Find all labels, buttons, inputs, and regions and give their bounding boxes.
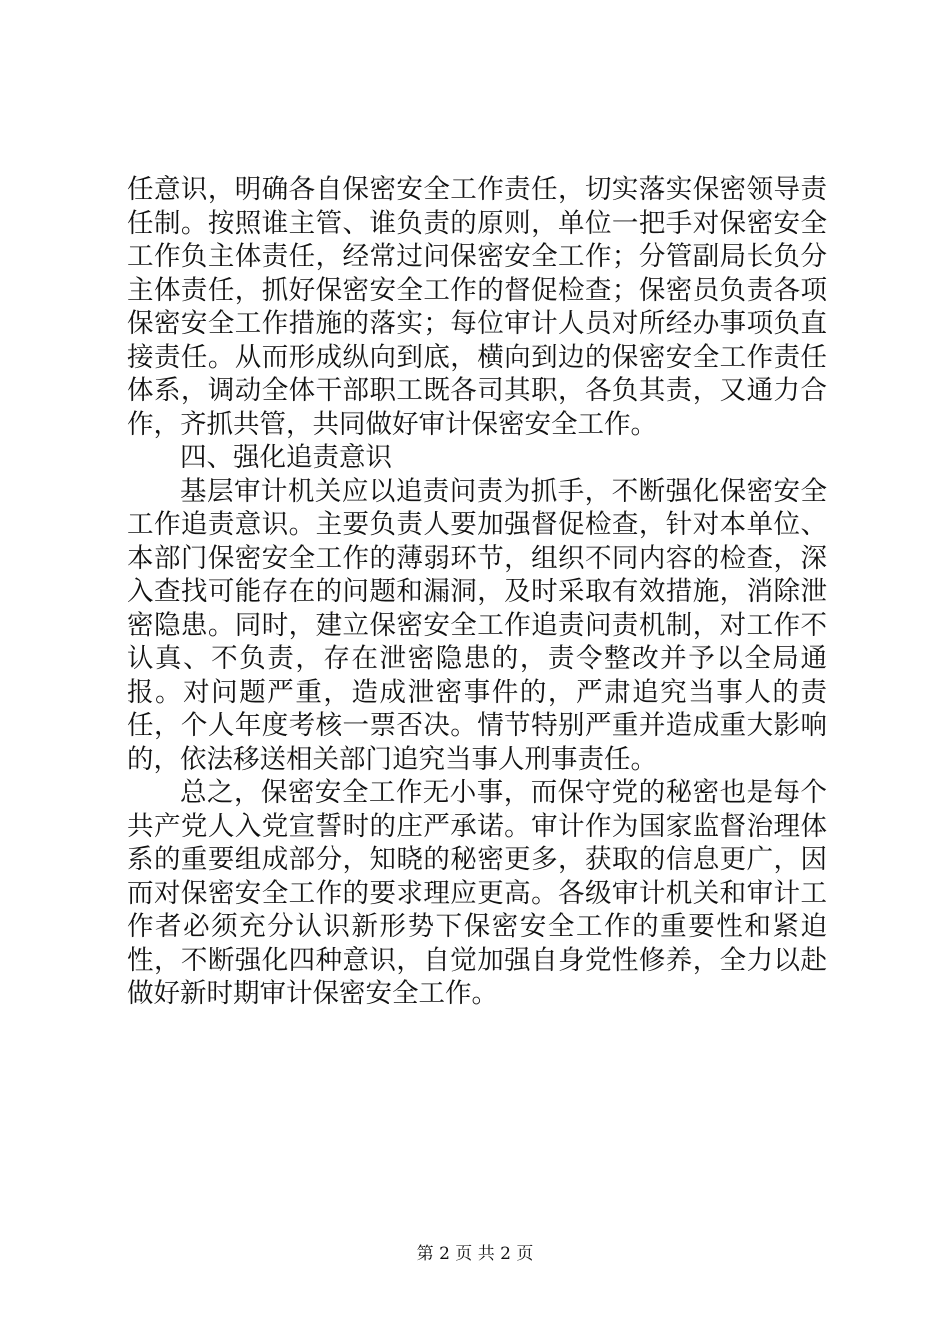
paragraph-conclusion: 总之，保密安全工作无小事，而保守党的秘密也是每个共产党人入党宣誓时的庄严承诺。审计作为国家监督治理体系的重要组成部分，知晓的秘密更多，获取的信息更广，因而对保密安全工作的要求理应更高。各级审计机关和审计工作者必须充分认识新形势下保密安全工作的重要性和紧迫性，不断强化四种意识，自觉加强自身党性修养，全力以赴做好新时期审计保密安全工作。 xyxy=(127,777,827,1009)
paragraph-accountability: 基层审计机关应以追责问责为抓手，不断强化保密安全工作追责意识。主要负责人要加强督促检查，针对本单位、本部门保密安全工作的薄弱环节，组织不同内容的检查，深入查找可能存在的问题和漏洞，及时采取有效措施，消除泄密隐患。同时，建立保密安全工作追责问责机制，对工作不认真、不负责，存在泄密隐患的，责令整改并予以全局通报。对问题严重，造成泄密事件的，严肃追究当事人的责任，个人年度考核一票否决。情节特别严重并造成重大影响的，依法移送相关部门追究当事人刑事责任。 xyxy=(127,475,827,775)
page-number-footer: 第 2 页 共 2 页 xyxy=(416,1244,534,1264)
paragraph-responsibility-continuation: 任意识，明确各自保密安全工作责任，切实落实保密领导责任制。按照谁主管、谁负责的原则，单位一把手对保密安全工作负主体责任，经常过问保密安全工作；分管副局长负分主体责任，抓好保密安全工作的督促检查；保密员负责各项保密安全工作措施的落实；每位审计人员对所经办事项负直接责任。从而形成纵向到底，横向到边的保密安全工作责任体系，调动全体干部职工既各司其职，各负其责，又通力合作，齐抓共管，共同做好审计保密安全工作。 xyxy=(127,174,827,440)
document-body xyxy=(127,173,827,1011)
section-heading-accountability: 四、强化追责意识 xyxy=(180,442,392,473)
